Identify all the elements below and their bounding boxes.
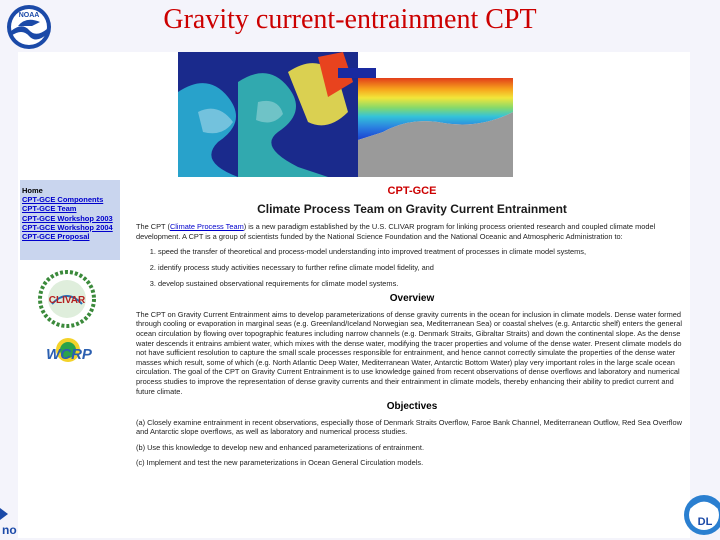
- simulation-banner-image: [178, 52, 513, 177]
- intro-text-before: The CPT (: [136, 222, 170, 232]
- intro-text-after: ) is a new paradigm established by the U.S. CLIVAR program for linking process oriented research and coupled climate model development. A CPT is a group of scientists funded by the National Science Foundation and the National Oceanic and Atmospheric Administration to:: [136, 222, 656, 241]
- goal-item: 3. develop sustained observational requirements for climate model systems.: [158, 279, 688, 289]
- objective-item: (c) Implement and test the new parameterizations in Ocean General Circulation models.: [136, 458, 424, 468]
- noaa-logo-text: NOAA: [18, 12, 40, 19]
- overview-paragraph: The CPT on Gravity Current Entrainment aims to develop parameterizations of dense gravity currents in the ocean for inclusion in climate models. Dense water formed through cooling or evaporation in marginal seas (e.g. Greenland/Iceland Norwegian sea, Mediterranean Sea) or coastal shelves (e.g. Antarctic shelf) enters the general ocean circulation by flowing over topographic features including narrow channels (e.g. Denmark Straits, Gibraltar Straits) and down the continental slope. As the dense water descends it entrains ambient water, which mixes with the dense water, modifying the tracer properties and volume of the dense water. Present climate models do not have sufficient resolution to capture the small scale processes responsible for entrainment, and hence cannot correctly simulate the properties of the dense water masses which result, some of which (e.g. North Atlantic Deep Water, Mediterranean Water, Antarctic Bottom Water) play very important roles in the large scale ocean circulation. The goal of the CPT on Gravity Current Entrainment is to use knowledge gained from recent observations of dense overflows and laboratory and numerical process studies to improve the representation of dense gravity currents and their entrainment in climate models, thereby enhancing their ability to predict current and future climate.: [136, 309, 682, 396]
- nav-item-proposal[interactable]: CPT-GCE Proposal: [22, 232, 90, 242]
- corner-logo-left-icon: [0, 500, 30, 540]
- site-nav: [20, 180, 120, 260]
- site-subtitle: Climate Process Team on Gravity Current Entrainment: [257, 201, 567, 216]
- clivar-logo-icon[interactable]: [38, 270, 96, 328]
- objective-item: (a) Closely examine entrainment in recent observations, especially those of Denmark Straits Overflow, Faroe Bank Channel, Mediterranean Outflow, Red Sea Overflow and Antarctic slope overflows, as well as laboratory and numerical process studies.: [136, 417, 682, 437]
- nav-item-workshop-2003[interactable]: CPT-GCE Workshop 2003: [22, 213, 113, 223]
- nav-item-team[interactable]: CPT-GCE Team: [22, 204, 77, 214]
- cpt-link[interactable]: Climate Process Team: [169, 222, 244, 232]
- corner-logo-right-icon: [680, 485, 720, 540]
- website-screenshot: [18, 52, 690, 538]
- objectives-heading: Objectives: [386, 401, 438, 413]
- objective-item: (b) Use this knowledge to develop new and enhanced parameterizations of entrainment.: [136, 442, 424, 452]
- wcrp-logo-text: WCRP: [46, 346, 92, 363]
- corner-left-text: no: [2, 523, 17, 537]
- goals-list: [136, 247, 688, 288]
- clivar-logo-text: CLIVAR: [48, 295, 86, 306]
- overview-heading: Overview: [389, 293, 435, 305]
- slide-title: Gravity current-entrainment CPT: [163, 4, 537, 35]
- goal-item: 1. speed the transfer of theoretical and process-model understanding into improved treatment of processes in climate model systems,: [158, 247, 688, 257]
- nav-item-workshop-2004[interactable]: CPT-GCE Workshop 2004: [22, 222, 113, 232]
- wcrp-logo-icon[interactable]: [38, 334, 100, 368]
- corner-right-text: DL: [697, 516, 713, 528]
- noaa-logo-icon: [6, 4, 52, 50]
- site-title: CPT-GCE: [387, 185, 437, 197]
- goal-item: 2. identify process study activities necessary to further refine climate model fidelity, and: [158, 263, 688, 273]
- nav-item-components[interactable]: CPT-GCE Components: [22, 195, 104, 205]
- page-content: [136, 187, 688, 474]
- nav-item-home[interactable]: Home: [22, 186, 43, 195]
- intro-paragraph: [136, 222, 688, 241]
